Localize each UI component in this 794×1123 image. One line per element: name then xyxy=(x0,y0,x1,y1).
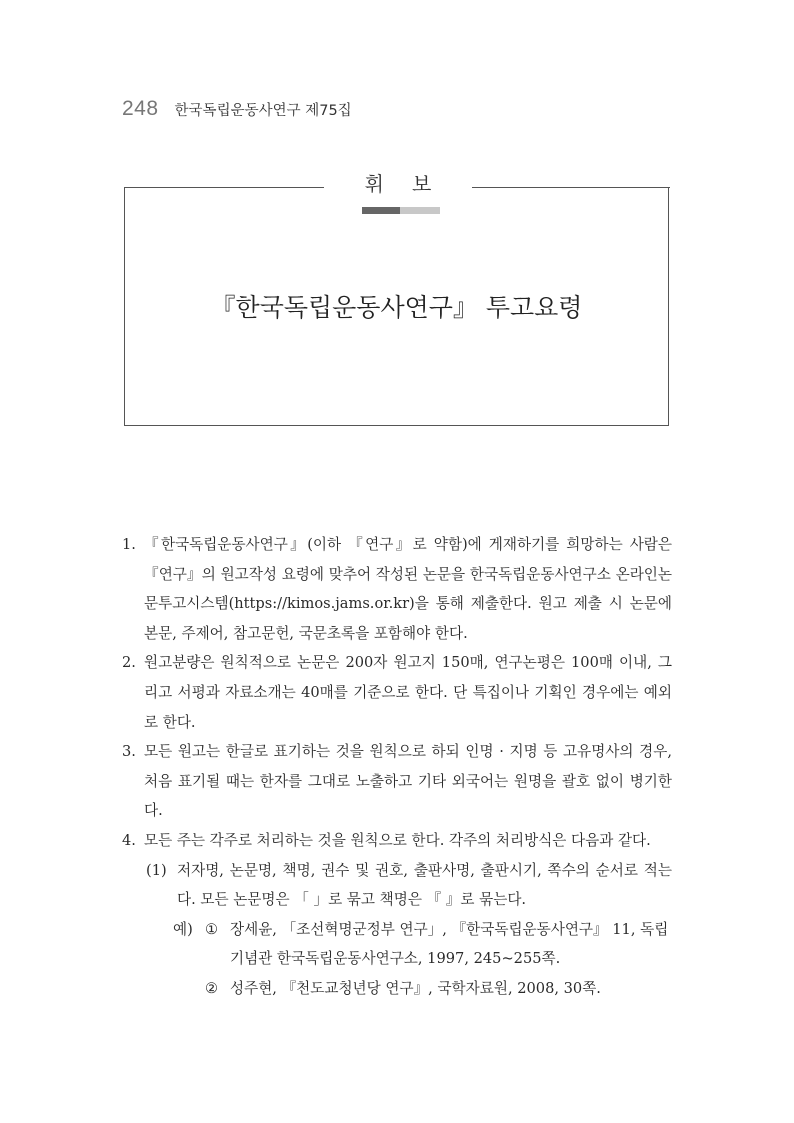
decorative-bar-light xyxy=(400,207,440,214)
sub-rule-text: 저자명, 논문명, 책명, 권수 및 권호, 출판사명, 출판시기, 쪽수의 순서로 적는다. 모든 논문명은 「 」로 묶고 책명은 『 』로 묶는다. xyxy=(177,861,672,909)
running-header xyxy=(122,97,352,121)
rule-text: 원고분량은 원칙적으로 논문은 200자 원고지 150매, 연구논평은 100매 이내, 그리고 서평과 자료소개는 40매를 기준으로 한다. 단 특집이나 기획인 경우에는 예외로 한다. xyxy=(144,654,672,731)
submission-rules xyxy=(122,530,672,1004)
example-item xyxy=(205,974,672,1004)
decorative-bar-dark xyxy=(362,207,400,214)
rule-number: 1. xyxy=(122,536,136,553)
rule-number: 4. xyxy=(122,831,136,849)
page-number: 248 xyxy=(122,97,159,120)
example-mark: ① xyxy=(205,920,219,938)
example-text: 성주현, 『천도교청년당 연구』, 국학자료원, 2008, 30쪽. xyxy=(230,979,601,997)
rule-number: 2. xyxy=(122,654,136,672)
rule-text: 모든 주는 각주로 처리하는 것을 원칙으로 한다. 각주의 처리방식은 다음과 같다. xyxy=(144,831,651,849)
rule-text: 『한국독립운동사연구』(이하 『연구』로 약함)에 게재하기를 희망하는 사람은『연구』의 원고작성 요령에 맞추어 작성된 논문을 한국독립운동사연구소 온라인논문투고시스템(https://kimos.jams.or.kr)을 통해 제출한다. 원고 제출 시 논문에 본문, 주제어, 참고문헌, 국문초록을 포함해야 한다. xyxy=(144,536,672,642)
example-mark: ② xyxy=(205,979,219,997)
example-text: 장세윤, 「조선혁명군정부 연구」, 『한국독립운동사연구』 11, 독립기념관 한국독립운동사연구소, 1997, 245~255쪽. xyxy=(230,920,669,968)
rule-item xyxy=(122,826,672,856)
rule-item xyxy=(122,530,672,648)
rule-number: 3. xyxy=(122,743,136,761)
rule-text: 모든 원고는 한글로 표기하는 것을 원칙으로 하되 인명 · 지명 등 고유명사의 경우, 처음 표기될 때는 한자를 그대로 노출하고 기타 외국어는 원명을 괄호 없이 병기한다. xyxy=(144,743,672,820)
example-label: 예) xyxy=(173,920,193,938)
example-item xyxy=(173,915,672,974)
document-title: 『한국독립운동사연구』 투고요령 xyxy=(210,293,583,322)
notice-label: 휘보 xyxy=(364,172,460,196)
journal-title: 한국독립운동사연구 제75집 xyxy=(174,103,352,119)
sub-rule-number: (1) xyxy=(146,861,167,879)
sub-rule xyxy=(146,856,672,915)
rule-item xyxy=(122,648,672,737)
rule-item xyxy=(122,737,672,826)
